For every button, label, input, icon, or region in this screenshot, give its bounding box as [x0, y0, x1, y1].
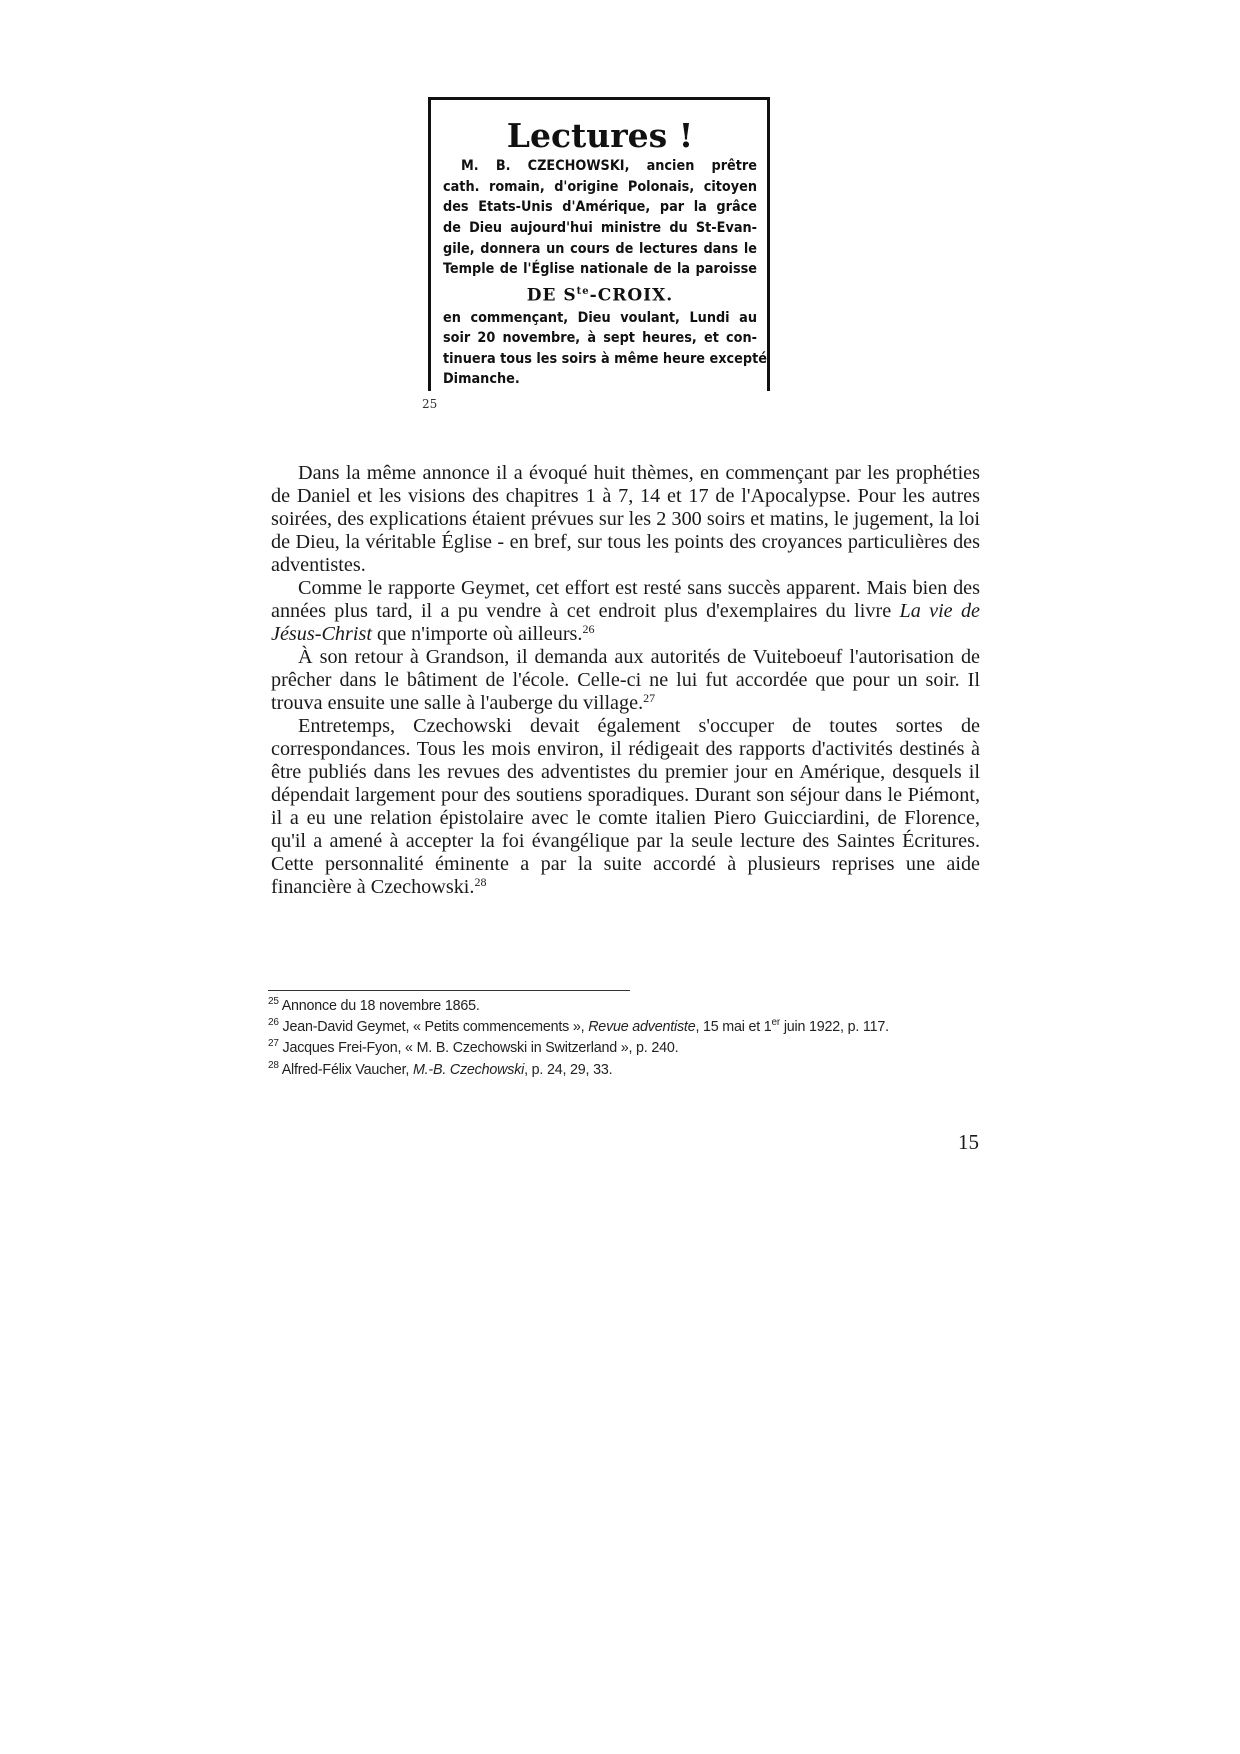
clipping-line: tinuera tous les soirs à même heure excepté	[443, 350, 767, 367]
clipping-line: cath. romain, d'origine Polonais, citoyen	[443, 178, 757, 195]
footnotes	[268, 996, 988, 1081]
paragraph: À son retour à Grandson, il demanda aux autorités de Vuiteboeuf l'autorisation de prêcher dans le bâtiment de l'école. Celle-ci ne lui fut accordée que pour un soir. Il trouva ensuite une salle à l'auberge du village.$^{27}$	[271, 646, 980, 714]
clipping-line: en commençant, Dieu voulant, Lundi au	[443, 309, 757, 326]
clipping-line: Dimanche.	[443, 371, 520, 388]
clipping-line: Temple de l'Église nationale de la paroisse	[443, 261, 757, 278]
footnote: $^{26}$ Jean-David Geymet, « Petits commencements », Revue adventiste, 15 mai et 1er juin 1922, p. 117.	[268, 1017, 889, 1036]
footnote-ref: 26	[582, 622, 595, 636]
clipping-line: soir 20 novembre, à sept heures, et con-	[443, 330, 757, 347]
footnote: $^{27}$ Jacques Frei-Fyon, « M. B. Czechowski in Switzerland », p. 240.	[268, 1038, 679, 1057]
book-title: La vie de Jésus-Christ	[271, 600, 981, 645]
footnote-ref: 27	[643, 691, 656, 705]
clipping-parish-name: DE $S^{te}$-CROIX.	[526, 285, 674, 306]
figure-footnote-ref: 25	[422, 397, 438, 411]
clipping-line: M. B. CZECHOWSKI, ancien prêtre	[461, 158, 757, 175]
page-number: 15	[958, 1130, 979, 1154]
paragraph: Comme le rapporte Geymet, cet effort est resté sans succès apparent. Mais bien des années plus tard, il a pu vendre à cet endroit plus d'exemplaires du livre La vie de Jésus-Christ que n'importe où ailleurs.$^{26}$	[271, 577, 981, 645]
clipping-line: des Etats-Unis d'Amérique, par la grâce	[443, 199, 757, 216]
footnote: $^{28}$ Alfred-Félix Vaucher, M.-B. Czechowski, p. 24, 29, 33.	[268, 1059, 613, 1078]
clipping-title: Lectures !	[506, 116, 694, 155]
newspaper-clipping	[428, 97, 770, 391]
body-text	[271, 462, 980, 899]
clipping-line: gile, donnera un cours de lectures dans le	[443, 240, 757, 257]
footnote: $^{25}$ Annonce du 18 novembre 1865.	[268, 996, 480, 1014]
paragraph: Dans la même annonce il a évoqué huit thèmes, en commençant par les prophéties de Daniel et les visions des chapitres 1 à 7, 14 et 17 de l'Apocalypse. Pour les autres soirées, des explications étaient prévues sur les 2 300 soirs et matins, le jugement, la loi de Dieu, la véritable Église - en bref, sur tous les points des croyances particulières des adventistes.	[271, 462, 980, 576]
footnote-divider	[268, 990, 630, 991]
footnote-ref: 28	[474, 875, 487, 889]
clipping-line: de Dieu aujourd'hui ministre du St-Evan-	[443, 220, 757, 237]
paragraph: Entretemps, Czechowski devait également s'occuper de toutes sortes de correspondances. Tous les mois environ, il rédigeait des rapports d'activités destinés à être publiés dans les revues des adventistes du premier jour en Amérique, desquels il dépendait largement pour des soutiens sporadiques. Durant son séjour dans le Piémont, il a eu une relation épistolaire avec le comte italien Piero Guicciardini, de Florence, qu'il a amené à accepter la foi évangélique par la seule lecture des Saintes Écritures. Cette personnalité éminente a par la suite accordé à plusieurs reprises une aide financière à Czechowski.$^{28}$	[271, 715, 980, 898]
